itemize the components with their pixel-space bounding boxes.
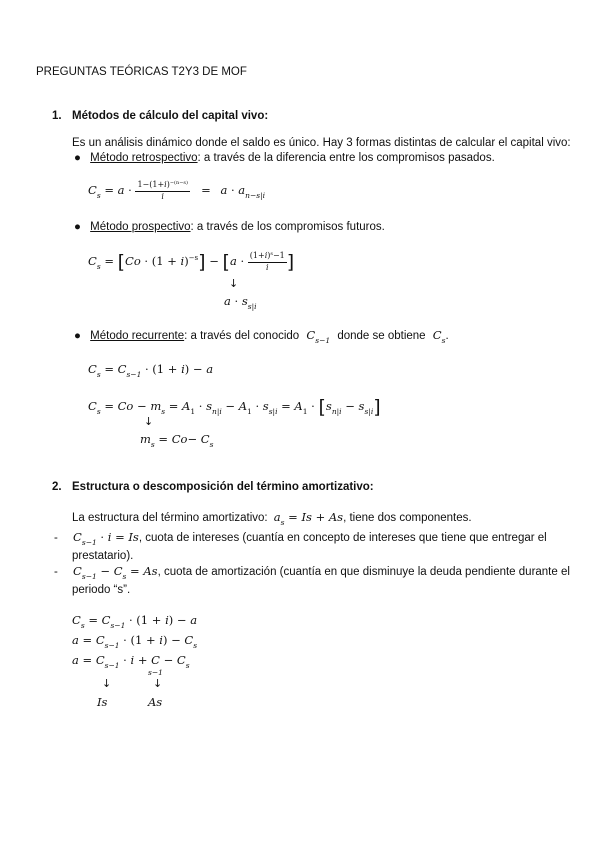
method-desc: : a través de la diferencia entre los compromisos pasados. [197,152,495,164]
section-2-intro: La estructura del término amortizativo: $a_s = Is + As$, tiene dos componentes. [72,510,472,527]
bullet: ● [74,221,81,233]
section-2-heading: Estructura o descomposición del término amortizativo: [72,481,374,493]
item-text: , cuota de amortización (cuantía en que disminuye la deuda pendiente durante el [157,566,570,578]
formula-prospective-result: $a \cdot s_{s|i}$ [224,294,257,311]
list-item-interest: - $C_{s-1} \cdot i = Is$, cuota de intereses (cuantía en concepto de intereses que tiene que entregar el [54,530,547,547]
arrow-down-icon: ↓ [102,677,112,690]
method-desc-middle: donde se obtiene [337,330,426,342]
formula-retrospective: $C_s = a$ · $\frac{1-(1+i)^{-(n-s)}}{i}$ = $a \cdot a_{n-s|i}$ [88,180,266,201]
label-is: Is [97,695,108,709]
method-desc-end: . [445,330,449,342]
page-title: PREGUNTAS TEÓRICAS T2Y3 DE MOF [36,66,247,78]
bullet: ● [74,152,81,164]
formula-derivation-3: $a = C_{s-1} \cdot i + C - C_s$ [72,653,190,670]
list-item-amortization-cont: periodo “s”. [72,584,131,596]
arrow-down-icon: ↓ [144,415,154,428]
method-name: Método recurrente [90,330,185,342]
formula-derivation-1: $C_s = C_{s-1} \cdot (1 + i) - a$ [72,613,198,630]
method-retrospective [74,152,495,164]
method-desc: : a través de los compromisos futuros. [190,221,385,233]
formula-recurrent-1: $C_s = C_{s-1} \cdot (1 + i) - a$ [88,362,214,379]
formula-recurrent-3: $m_s = Co- C_s$ [140,432,214,449]
formula-derivation-2: $a = C_{s-1} \cdot (1 + i) - C_s$ [72,633,198,650]
bullet: ● [74,330,81,342]
method-desc: : a través del conocido [184,330,300,342]
formula-derivation-3-sub: s−1 [148,668,163,677]
section-1-heading: Métodos de cálculo del capital vivo: [72,110,269,122]
section-2-number: 2. [52,481,62,493]
section-1-number: 1. [52,110,62,122]
list-item-amortization: - $C_{s-1} - C_s = As$, cuota de amortización (cuantía en que disminuye la deuda pendiente durante el [54,564,570,581]
section-1-intro: Es un análisis dinámico donde el saldo es único. Hay 3 formas distintas de calcular el capital vivo: [72,137,571,149]
item-text: , cuota de intereses (cuantía en concepto de intereses que tiene que entregar el [138,532,547,544]
method-name: Método prospectivo [90,221,191,233]
dash: - [54,566,58,578]
formula-prospective: $C_s = [Co \cdot (1 + i)^{-s}] - [a$ · $\frac{(1+i)^s-1}{i}$ ] [88,251,295,273]
dash: - [54,532,58,544]
method-prospective [74,221,385,233]
arrow-down-icon: ↓ [153,677,163,690]
label-as: As [148,695,163,709]
method-name: Método retrospectivo [90,152,198,164]
formula-recurrent-2: $C_s = Co - m_s = A_1 \cdot s_{n|i} - A_1 \cdot s_{s|i} = A_1 \cdot [s_{n|i} - s_{s|i}]$ [88,396,381,418]
list-item-interest-cont: prestatario). [72,550,134,562]
arrow-down-icon: ↓ [229,277,239,290]
method-recurrent: ● Método recurrente: a través del conocido $C_{s-1}$ donde se obtiene $C_s$. [74,328,449,345]
